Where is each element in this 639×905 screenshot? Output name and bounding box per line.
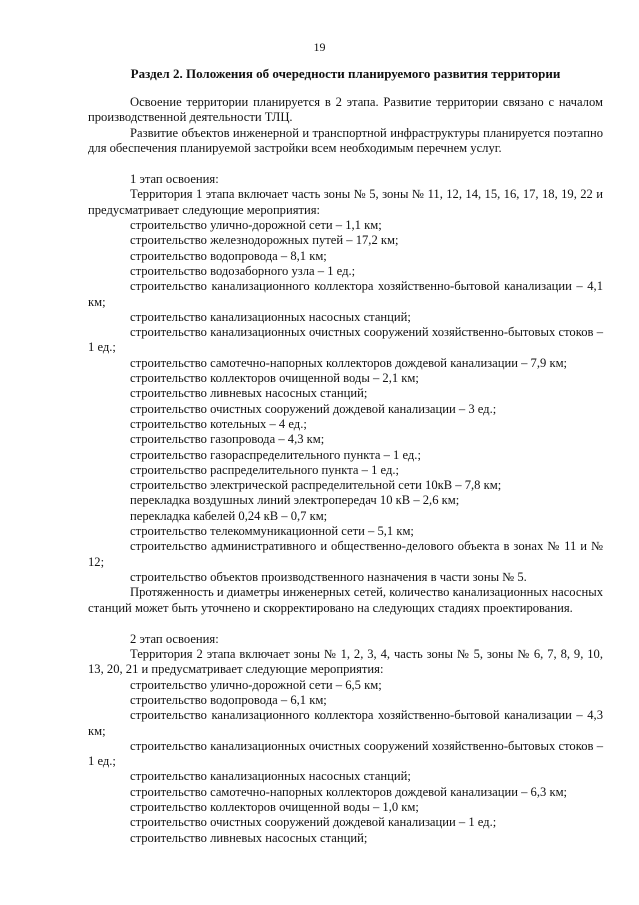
list-item: строительство очистных сооружений дождевой канализации – 1 ед.; xyxy=(130,815,497,830)
list-item: строительство канализационного коллектора хозяйственно-бытовой канализации – 4,3 км; xyxy=(88,708,603,738)
stage1-note: Протяженность и диаметры инженерных сетей, количество канализационных насосных станций может быть уточнено и скорректировано на следующих стадиях проектирования. xyxy=(88,585,603,615)
list-item: строительство самотечно-напорных коллекторов дождевой канализации – 6,3 км; xyxy=(130,784,568,799)
stage1-list xyxy=(88,218,603,585)
list-item: строительство водозаборного узла – 1 ед.; xyxy=(130,263,356,278)
stage2-title: 2 этап освоения: xyxy=(130,631,219,646)
stage2-description: Территория 2 этапа включает зоны № 1, 2, 3, 4, часть зоны № 5, зоны № 6, 7, 8, 9, 10, 13, 20, 21 и предусматривает следующие мероприятия: xyxy=(88,647,603,677)
page-number: 19 xyxy=(313,40,326,54)
list-item: перекладка воздушных линий электропередач 10 кВ – 2,6 км; xyxy=(130,493,460,508)
list-item: строительство водопровода – 6,1 км; xyxy=(130,692,327,707)
list-item: строительство газопровода – 4,3 км; xyxy=(130,432,325,447)
list-item: строительство электрической распределительной сети 10кВ – 7,8 км; xyxy=(130,478,502,493)
list-item: строительство ливневых насосных станций; xyxy=(130,830,368,845)
stage2-list xyxy=(88,678,603,846)
list-item: строительство улично-дорожной сети – 1,1 км; xyxy=(130,218,382,233)
list-item: строительство водопровода – 8,1 км; xyxy=(130,248,327,263)
list-item: строительство административного и общественно-делового объекта в зонах № 11 и № 12; xyxy=(88,539,603,569)
document-body xyxy=(88,95,603,846)
list-item: перекладка кабелей 0,24 кВ – 0,7 км; xyxy=(130,508,328,523)
list-item: строительство канализационных насосных станций; xyxy=(130,309,411,324)
intro-paragraph: Развитие объектов инженерной и транспортной инфраструктуры планируется поэтапно для обеспечения планируемой застройки всем необходимым перечнем услуг. xyxy=(88,125,603,155)
list-item: строительство распределительного пункта – 1 ед.; xyxy=(130,462,400,477)
list-item: строительство самотечно-напорных коллекторов дождевой канализации – 7,9 км; xyxy=(130,355,568,370)
list-item: строительство канализационных очистных сооружений хозяйственно-бытовых стоков – 1 ед.; xyxy=(88,325,603,355)
list-item: строительство коллекторов очищенной воды – 2,1 км; xyxy=(130,371,419,386)
list-item: строительство телекоммуникационной сети – 5,1 км; xyxy=(130,524,414,539)
intro-paragraph: Освоение территории планируется в 2 этапа. Развитие территории связано с началом производственной деятельности ТЛЦ. xyxy=(88,95,603,125)
list-item: строительство объектов производственного назначения в части зоны № 5. xyxy=(130,569,527,584)
list-item: строительство ливневых насосных станций; xyxy=(130,386,368,401)
list-item: строительство котельных – 4 ед.; xyxy=(130,416,307,431)
section-heading: Раздел 2. Положения об очередности планируемого развития территории xyxy=(130,66,561,81)
stage1-description: Территория 1 этапа включает часть зоны № 5, зоны № 11, 12, 14, 15, 16, 17, 18, 19, 22 и предусматривает следующие мероприятия: xyxy=(88,187,603,217)
list-item: строительство газораспределительного пункта – 1 ед.; xyxy=(130,447,421,462)
list-item: строительство коллекторов очищенной воды – 1,0 км; xyxy=(130,800,419,815)
list-item: строительство канализационных очистных сооружений хозяйственно-бытовых стоков – 1 ед.; xyxy=(88,738,603,769)
list-item: строительство канализационного коллектора хозяйственно-бытовой канализации – 4,1 км; xyxy=(88,279,603,309)
list-item: строительство очистных сооружений дождевой канализации – 3 ед.; xyxy=(130,401,497,416)
list-item: строительство улично-дорожной сети – 6,5 км; xyxy=(130,677,382,692)
list-item: строительство железнодорожных путей – 17,2 км; xyxy=(130,233,399,248)
list-item: строительство канализационных насосных станций; xyxy=(130,769,411,784)
stage1-title: 1 этап освоения: xyxy=(130,172,219,187)
